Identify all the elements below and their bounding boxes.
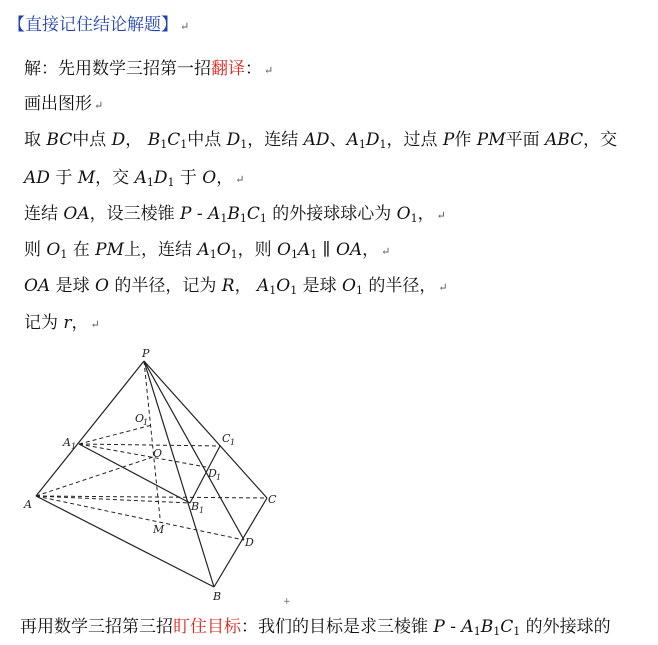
math: C — [246, 204, 260, 224]
text: 中点 — [72, 130, 107, 150]
label-O1: O — [135, 412, 145, 425]
math: O — [95, 276, 109, 296]
math: M — [77, 168, 96, 188]
math: O — [46, 240, 61, 260]
label-O: O — [153, 447, 163, 460]
math: C — [167, 130, 181, 150]
math: P — [180, 204, 192, 224]
anchor-mark: + — [283, 597, 291, 607]
text: 的外接球球心为 — [272, 204, 392, 224]
math: O — [396, 204, 411, 224]
text: 的外接球的 — [525, 617, 611, 637]
label-C: C — [268, 493, 277, 506]
figure-labels — [23, 347, 277, 603]
text: ，连结 — [247, 130, 299, 150]
text: 是球 — [302, 276, 337, 296]
math: B — [227, 204, 240, 224]
math: B — [147, 130, 161, 150]
sub: 1 — [473, 625, 481, 638]
math: C — [500, 617, 514, 637]
text: 的半径，记为 — [114, 276, 217, 296]
text: 、 — [329, 130, 347, 150]
sub: 1 — [410, 212, 418, 225]
solid-edges — [36, 361, 267, 587]
label-C1: C — [222, 432, 231, 445]
math: A — [197, 240, 210, 260]
text: 平面 — [505, 130, 540, 150]
edge-AP — [36, 361, 144, 496]
text: 上，连结 — [124, 240, 193, 260]
return-mark: ↵ — [94, 99, 104, 112]
text: 画出图形 — [24, 94, 92, 114]
text: ， — [125, 130, 143, 150]
text: ：我们的目标是求三棱锥 — [241, 617, 428, 637]
math: D — [365, 130, 380, 150]
sub: 1 — [355, 284, 363, 297]
edge-AC — [36, 496, 267, 498]
sub: 1 — [269, 284, 277, 297]
label-P: P — [142, 347, 150, 360]
text: 在 — [72, 240, 90, 260]
sub: 1 — [239, 212, 247, 225]
label-D: D — [245, 536, 254, 549]
text: ： — [245, 59, 262, 79]
edge-AD — [36, 496, 244, 540]
sub: 1 — [60, 248, 68, 261]
math: P — [442, 130, 455, 150]
label-B1-sub: 1 — [199, 506, 205, 515]
math: A — [134, 168, 147, 188]
text: 取 — [24, 130, 41, 150]
label-A1-sub: 1 — [71, 442, 77, 451]
sub: 1 — [493, 625, 501, 638]
math: O — [342, 276, 356, 296]
label-D1: D — [208, 467, 217, 480]
highlight-target: 盯住目标 — [173, 617, 241, 637]
text: ，过点 — [386, 130, 438, 150]
text: ，交 — [95, 168, 130, 188]
return-mark: ↵ — [436, 209, 446, 222]
math: OA — [63, 204, 90, 224]
text: 则 — [24, 240, 41, 260]
highlight-translate: 翻译 — [211, 59, 245, 79]
math: AD — [303, 130, 330, 150]
math: ABC — [545, 130, 584, 150]
math: OA — [24, 276, 51, 296]
math: BC — [46, 130, 73, 150]
text: ， — [362, 240, 380, 260]
solution-line-9 — [20, 616, 611, 638]
math: D — [111, 130, 126, 150]
text: 连结 — [24, 204, 58, 224]
edge-PC — [144, 361, 267, 498]
math: PM — [476, 130, 506, 150]
text: 记为 — [24, 313, 58, 333]
math: r — [63, 313, 72, 333]
sub: 1 — [240, 138, 248, 151]
math: O — [277, 240, 291, 260]
sub: 1 — [180, 138, 188, 151]
sub: 1 — [167, 176, 175, 189]
text: ，交 — [583, 130, 618, 150]
math: O — [216, 240, 231, 260]
text: 中点 — [187, 130, 222, 150]
edge-A1D1 — [79, 444, 206, 467]
math: A — [461, 617, 474, 637]
text: ，设三棱锥 — [89, 204, 175, 224]
text: ，则 — [237, 240, 272, 260]
text: 再用数学三招第三招 — [20, 617, 173, 637]
text: - — [444, 617, 462, 637]
return-mark: ↵ — [264, 64, 274, 77]
label-B1: B — [191, 500, 200, 513]
label-C1-sub: 1 — [230, 438, 236, 447]
math: D — [226, 130, 241, 150]
math: AD — [24, 168, 50, 188]
sub: 1 — [290, 248, 298, 261]
sub: 1 — [209, 248, 217, 261]
math: B — [480, 617, 494, 637]
sub: 1 — [358, 138, 366, 151]
sub: 1 — [310, 248, 318, 261]
return-mark: ↵ — [381, 245, 391, 258]
sub: 1 — [259, 212, 267, 225]
sub: 1 — [230, 248, 238, 261]
text: 解：先用数学三招第一招 — [24, 59, 211, 79]
label-A1: A — [63, 436, 71, 449]
text: ， — [216, 168, 234, 188]
return-mark: ↵ — [235, 173, 245, 186]
return-mark: ↵ — [438, 281, 448, 294]
math: O — [202, 168, 217, 188]
math: A — [297, 240, 311, 260]
math: PM — [95, 240, 125, 260]
math: OA — [335, 240, 363, 260]
math: O — [276, 276, 291, 296]
math: A — [257, 276, 270, 296]
edge-AB — [36, 496, 214, 587]
label-M: M — [153, 523, 165, 536]
text: ， — [417, 204, 435, 224]
edge-A1B1 — [79, 444, 190, 503]
label-O1-sub: 1 — [143, 418, 149, 427]
edge-BC — [214, 498, 267, 587]
parallel-symbol: ∥ — [322, 240, 331, 260]
math: D — [153, 168, 168, 188]
math: A — [346, 130, 359, 150]
sub: 1 — [160, 138, 168, 151]
text: 作 — [454, 130, 472, 150]
edge-PB — [144, 361, 214, 587]
sub: 1 — [290, 284, 298, 297]
text: - — [191, 204, 209, 224]
return-mark: ↵ — [90, 318, 100, 331]
sub: 1 — [146, 176, 154, 189]
text: ， — [71, 313, 89, 333]
label-A: A — [24, 498, 32, 511]
text: 于 — [55, 168, 73, 188]
title-text: 【直接记住结论解题】 — [8, 15, 178, 35]
math: R — [221, 276, 235, 296]
text: ， — [234, 276, 252, 296]
return-mark: ↵ — [180, 20, 190, 33]
label-B: B — [213, 590, 222, 603]
text: 于 — [179, 168, 197, 188]
sub: 1 — [220, 212, 228, 225]
math: P — [433, 617, 445, 637]
edge-A1C1 — [79, 444, 220, 446]
label-D1-sub: 1 — [216, 473, 222, 482]
text: 的半径， — [368, 276, 437, 296]
text: 是球 — [55, 276, 90, 296]
sub: 1 — [513, 625, 521, 638]
math: A — [208, 204, 221, 224]
sub: 1 — [379, 138, 387, 151]
